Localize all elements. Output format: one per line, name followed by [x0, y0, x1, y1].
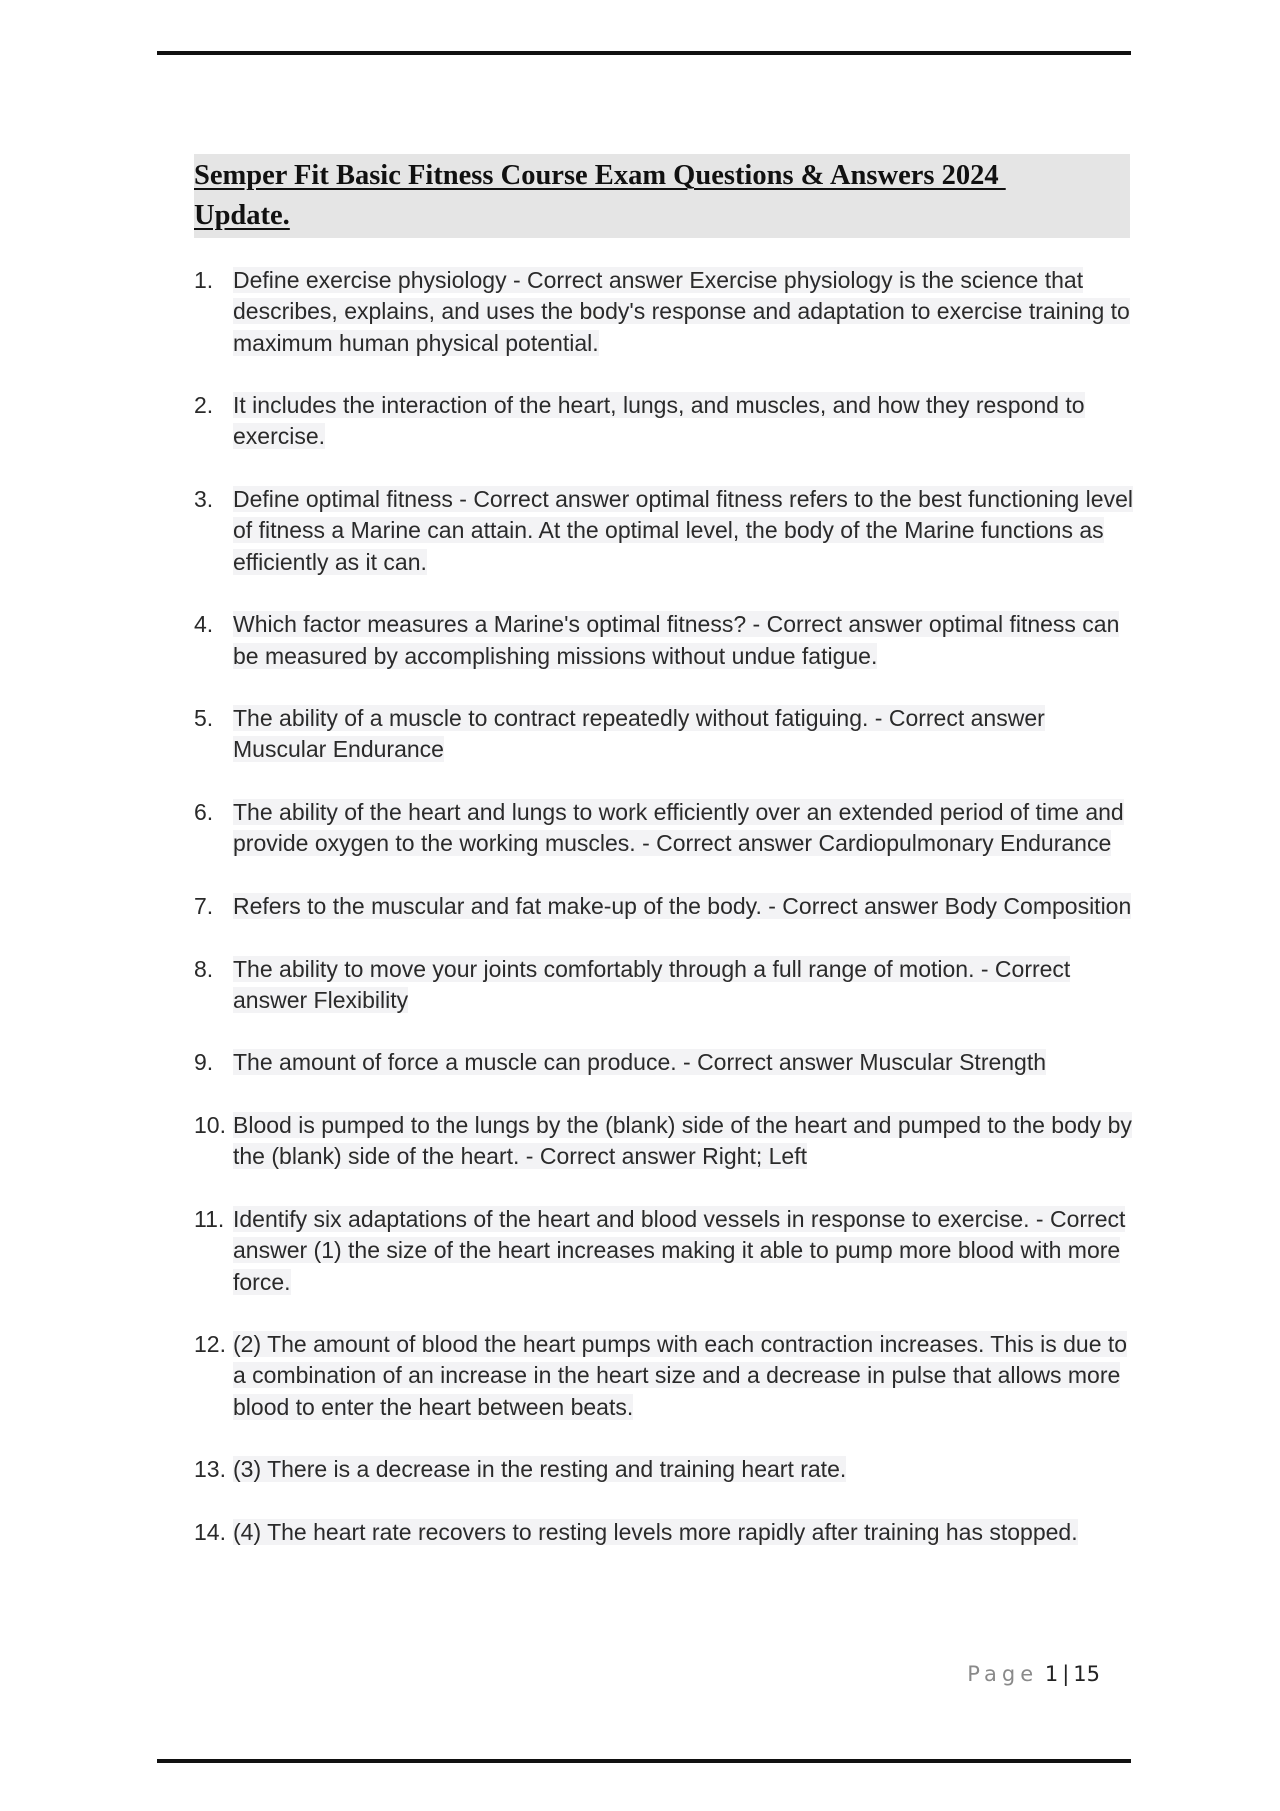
item-text-content: Define exercise physiology - Correct answer Exercise physiology is the science that describes, explains, and uses the body's response and adaptation to exercise training to maximum human physical potential. — [233, 267, 1130, 356]
item-number: 7. — [194, 892, 214, 919]
page-separator: | — [1062, 1662, 1070, 1686]
item-number: 12. — [194, 1331, 226, 1358]
item-text — [233, 265, 1134, 359]
item-number: 8. — [194, 955, 214, 982]
page-number: 1 — [1044, 1662, 1059, 1686]
title-block — [194, 154, 1130, 238]
document-title-line-2: Update. — [194, 200, 290, 231]
item-text — [233, 1110, 1134, 1173]
document-title-line-1: Semper Fit Basic Fitness Course Exam Questions & Answers 2024 — [194, 160, 1006, 191]
item-number: 5. — [194, 705, 214, 732]
item-text — [233, 954, 1134, 1017]
item-text — [233, 703, 1134, 766]
item-text-content: Which factor measures a Marine's optimal fitness? - Correct answer optimal fitness can be measured by accomplishing missions without undue fatigue. — [233, 611, 1120, 669]
list-item — [194, 484, 1134, 578]
list-item — [194, 1047, 1134, 1078]
item-text-content: The ability to move your joints comfortably through a full range of motion. - Correct answer Flexibility — [233, 955, 1071, 1013]
item-number: 2. — [194, 392, 214, 419]
item-text-content: (4) The heart rate recovers to resting levels more rapidly after training has stopped. — [233, 1518, 1078, 1545]
item-number: 9. — [194, 1049, 214, 1076]
item-text — [233, 891, 1134, 922]
item-text-content: The amount of force a muscle can produce. - Correct answer Muscular Strength — [233, 1049, 1047, 1076]
list-item — [194, 1517, 1134, 1548]
item-number: 3. — [194, 486, 214, 513]
item-number: 4. — [194, 611, 214, 638]
item-text-content: (3) There is a decrease in the resting and training heart rate. — [233, 1456, 847, 1483]
item-number: 1. — [194, 267, 214, 293]
item-text — [233, 1047, 1134, 1078]
item-text-content: The ability of a muscle to contract repeatedly without fatiguing. - Correct answer Muscular Endurance — [233, 705, 1045, 763]
list-item — [194, 390, 1134, 453]
list-item — [194, 1204, 1134, 1298]
item-text-content: Identify six adaptations of the heart and blood vessels in response to exercise. - Correct answer (1) the size of the heart increases making it able to pump more blood with more force. — [233, 1205, 1126, 1295]
list-item — [194, 1454, 1134, 1485]
item-text — [233, 484, 1134, 578]
item-number: 14. — [194, 1518, 226, 1545]
document-title — [194, 154, 1130, 238]
item-text — [233, 1204, 1134, 1298]
item-text-content: Blood is pumped to the lungs by the (blank) side of the heart and pumped to the body by the (blank) side of the heart. - Correct answer Right; Left — [233, 1112, 1132, 1170]
item-text-content: Define optimal fitness - Correct answer optimal fitness refers to the best functioning level of fitness a Marine can attain. At the optimal level, the body of the Marine functions as efficiently as it can. — [233, 486, 1133, 575]
item-text — [233, 1329, 1134, 1423]
list-item — [194, 265, 1134, 359]
page-label: Page — [967, 1662, 1039, 1686]
item-text — [233, 609, 1134, 672]
item-text — [233, 390, 1134, 453]
list-item — [194, 1329, 1134, 1423]
item-text — [233, 1454, 1134, 1485]
page-total: 15 — [1073, 1662, 1100, 1686]
item-text-content: (2) The amount of blood the heart pumps with each contraction increases. This is due to a combination of an increase in the heart size and a decrease in pulse that allows more blood to enter the heart between beats. — [233, 1331, 1128, 1420]
item-number: 6. — [194, 799, 214, 826]
list-item — [194, 1110, 1134, 1173]
item-text-content: The ability of the heart and lungs to work efficiently over an extended period of time and provide oxygen to the working muscles. - Correct answer Cardiopulmonary Endurance — [233, 799, 1124, 857]
item-text-content: Refers to the muscular and fat make-up of the body. - Correct answer Body Composition — [233, 892, 1132, 919]
page-footer — [900, 1662, 1100, 1686]
item-number: 10. — [194, 1112, 226, 1139]
header-rule — [157, 51, 1131, 55]
qa-list — [194, 265, 1134, 1579]
item-number: 11. — [194, 1205, 225, 1232]
item-text-content: It includes the interaction of the heart, lungs, and muscles, and how they respond to exercise. — [233, 392, 1085, 450]
item-text — [233, 797, 1134, 860]
list-item — [194, 609, 1134, 672]
list-item — [194, 891, 1134, 922]
item-number: 13. — [194, 1456, 226, 1483]
footer-rule — [157, 1759, 1131, 1763]
list-item — [194, 954, 1134, 1017]
list-item — [194, 797, 1134, 860]
list-item — [194, 703, 1134, 766]
item-text — [233, 1517, 1134, 1548]
